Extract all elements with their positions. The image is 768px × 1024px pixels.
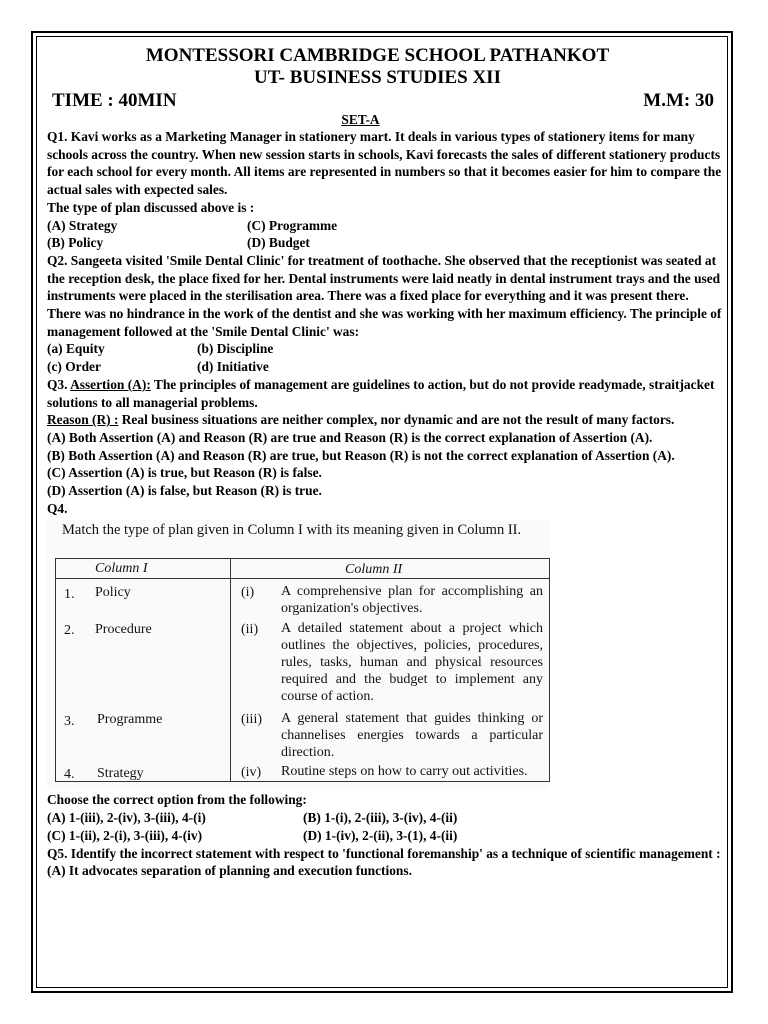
row-2-roman: (ii) [241,622,259,638]
q3-assertion [47,376,722,411]
q1-option-c: (C) Programme [247,217,338,233]
match-table [55,558,550,782]
q4-option-c: (C) 1-(ii), 2-(i), 3-(iii), 4-(iv) [47,827,203,843]
row-3-meaning: A general statement that guides thinking or channelises energies towards a particular direction. [281,711,543,761]
q4-option-d: (D) 1-(iv), 2-(ii), 3-(1), 4-(ii) [303,827,458,843]
row-4-meaning: Routine steps on how to carry out activities. [281,764,528,780]
q3-reason [47,411,722,429]
table-right-rule [549,558,550,782]
question-2 [47,252,722,376]
row-4-plan: Strategy [97,766,144,782]
row-1-plan: Policy [95,585,131,601]
q5-option-a: (A) It advocates separation of planning and execution functions. [47,863,412,879]
q4-number: Q4. [47,500,68,516]
q2-text: Q2. Sangeeta visited 'Smile Dental Clinic' for treatment of toothache. She observed that the receptionist was seated at the reception desk, the place fixed for her. Dental instruments were laid neatly in dental instrument trays and the used instruments were placed in the sterilisation area. There was a fixed place for everything and it was present there. There was no hindrance in the work of the dentist and she was working with her maximum efficiency. The principle of management followed at the 'Smile Dental Clinic' was: [47,252,722,339]
table-left-rule [55,558,56,782]
q1-option-d: (D) Budget [247,235,310,251]
q2-option-b: (b) Discipline [197,341,274,357]
time-allowed: TIME : 40MIN [52,90,177,111]
question-4 [47,500,722,845]
q2-option-c: (c) Order [47,359,101,375]
q3-reason-label: Reason (R) : [47,412,119,428]
row-3-roman: (iii) [241,712,262,728]
q1-option-a: (A) Strategy [47,217,118,233]
exam-subject: UT- BUSINESS STUDIES XII [254,67,501,88]
q4-option-b: (B) 1-(i), 2-(iii), 3-(iv), 4-(ii) [303,810,458,826]
q3-option-b: (B) Both Assertion (A) and Reason (R) are true, but Reason (R) is not the correct explanation of Assertion (A). [47,447,675,463]
q2-option-a: (a) Equity [47,341,105,357]
row-3-number: 3. [64,714,75,730]
time-marks-row [52,90,714,112]
q3-assertion-label: Assertion (A): [70,376,151,392]
q5-text: Q5. Identify the incorrect statement with respect to 'functional foremanship' as a technique of scientific management : [47,845,721,861]
q4-option-a: (A) 1-(iii), 2-(iv), 3-(iii), 4-(i) [47,810,206,826]
table-column-rule [230,558,231,782]
q3-number: Q3. [47,376,71,392]
column-1-header: Column I [95,561,148,577]
q3-option-a: (A) Both Assertion (A) and Reason (R) are true and Reason (R) is the correct explanation of Assertion (A). [47,429,653,445]
q3-option-d: (D) Assertion (A) is false, but Reason (R) is true. [47,483,322,499]
row-1-roman: (i) [241,585,255,601]
row-2-meaning: A detailed statement about a project which outlines the objectives, policies, procedures, rules, tasks, human and physical resources required and the budget to implement any course of action. [281,621,543,705]
q1-options [47,217,722,252]
set-label: SET-A [341,112,380,127]
question-1 [47,128,722,252]
row-4-roman: (iv) [241,765,262,781]
question-3 [47,376,722,500]
q3-reason-text: Real business situations are neither complex, nor dynamic and are not the result of many factors. [118,412,675,428]
row-2-number: 2. [64,623,75,639]
row-1-meaning: A comprehensive plan for accomplishing an organization's objectives. [281,584,543,617]
q2-options [47,340,722,375]
column-2-header: Column II [345,562,403,578]
q3-option-c: (C) Assertion (A) is true, but Reason (R) is false. [47,465,322,481]
row-4-number: 4. [64,767,75,783]
q1-option-b: (B) Policy [47,235,104,251]
question-5 [47,845,722,880]
q1-prompt: The type of plan discussed above is : [47,199,255,215]
max-marks: M.M: 30 [643,90,714,111]
q1-text: Q1. Kavi works as a Marketing Manager in stationery mart. It deals in various types of stationery items for many schools across the country. When new session starts in schools, Kavi forecasts the sales of different stationery products for each school for every month. All items are represented in numbers so that it becomes easier for him to compare the actual sales with expected sales. [47,129,722,198]
q2-option-d: (d) Initiative [197,359,269,375]
table-top-rule [55,558,550,559]
q3-assertion-text: The principles of management are guidelines to action, but do not provide readymade, straitjacket solutions to all managerial problems. [47,376,715,410]
question-paper [47,44,722,880]
row-3-plan: Programme [97,712,163,728]
school-name: MONTESSORI CAMBRIDGE SCHOOL PATHANKOT [145,45,610,66]
q4-prompt: Choose the correct option from the following: [47,792,307,808]
q4-options [47,809,722,844]
q4-match-table-image [47,520,550,788]
row-1-number: 1. [64,587,75,603]
row-2-plan: Procedure [95,622,152,638]
q4-intro: Match the type of plan given in Column I with its meaning given in Column II. [62,522,522,539]
table-header-rule [55,578,550,579]
